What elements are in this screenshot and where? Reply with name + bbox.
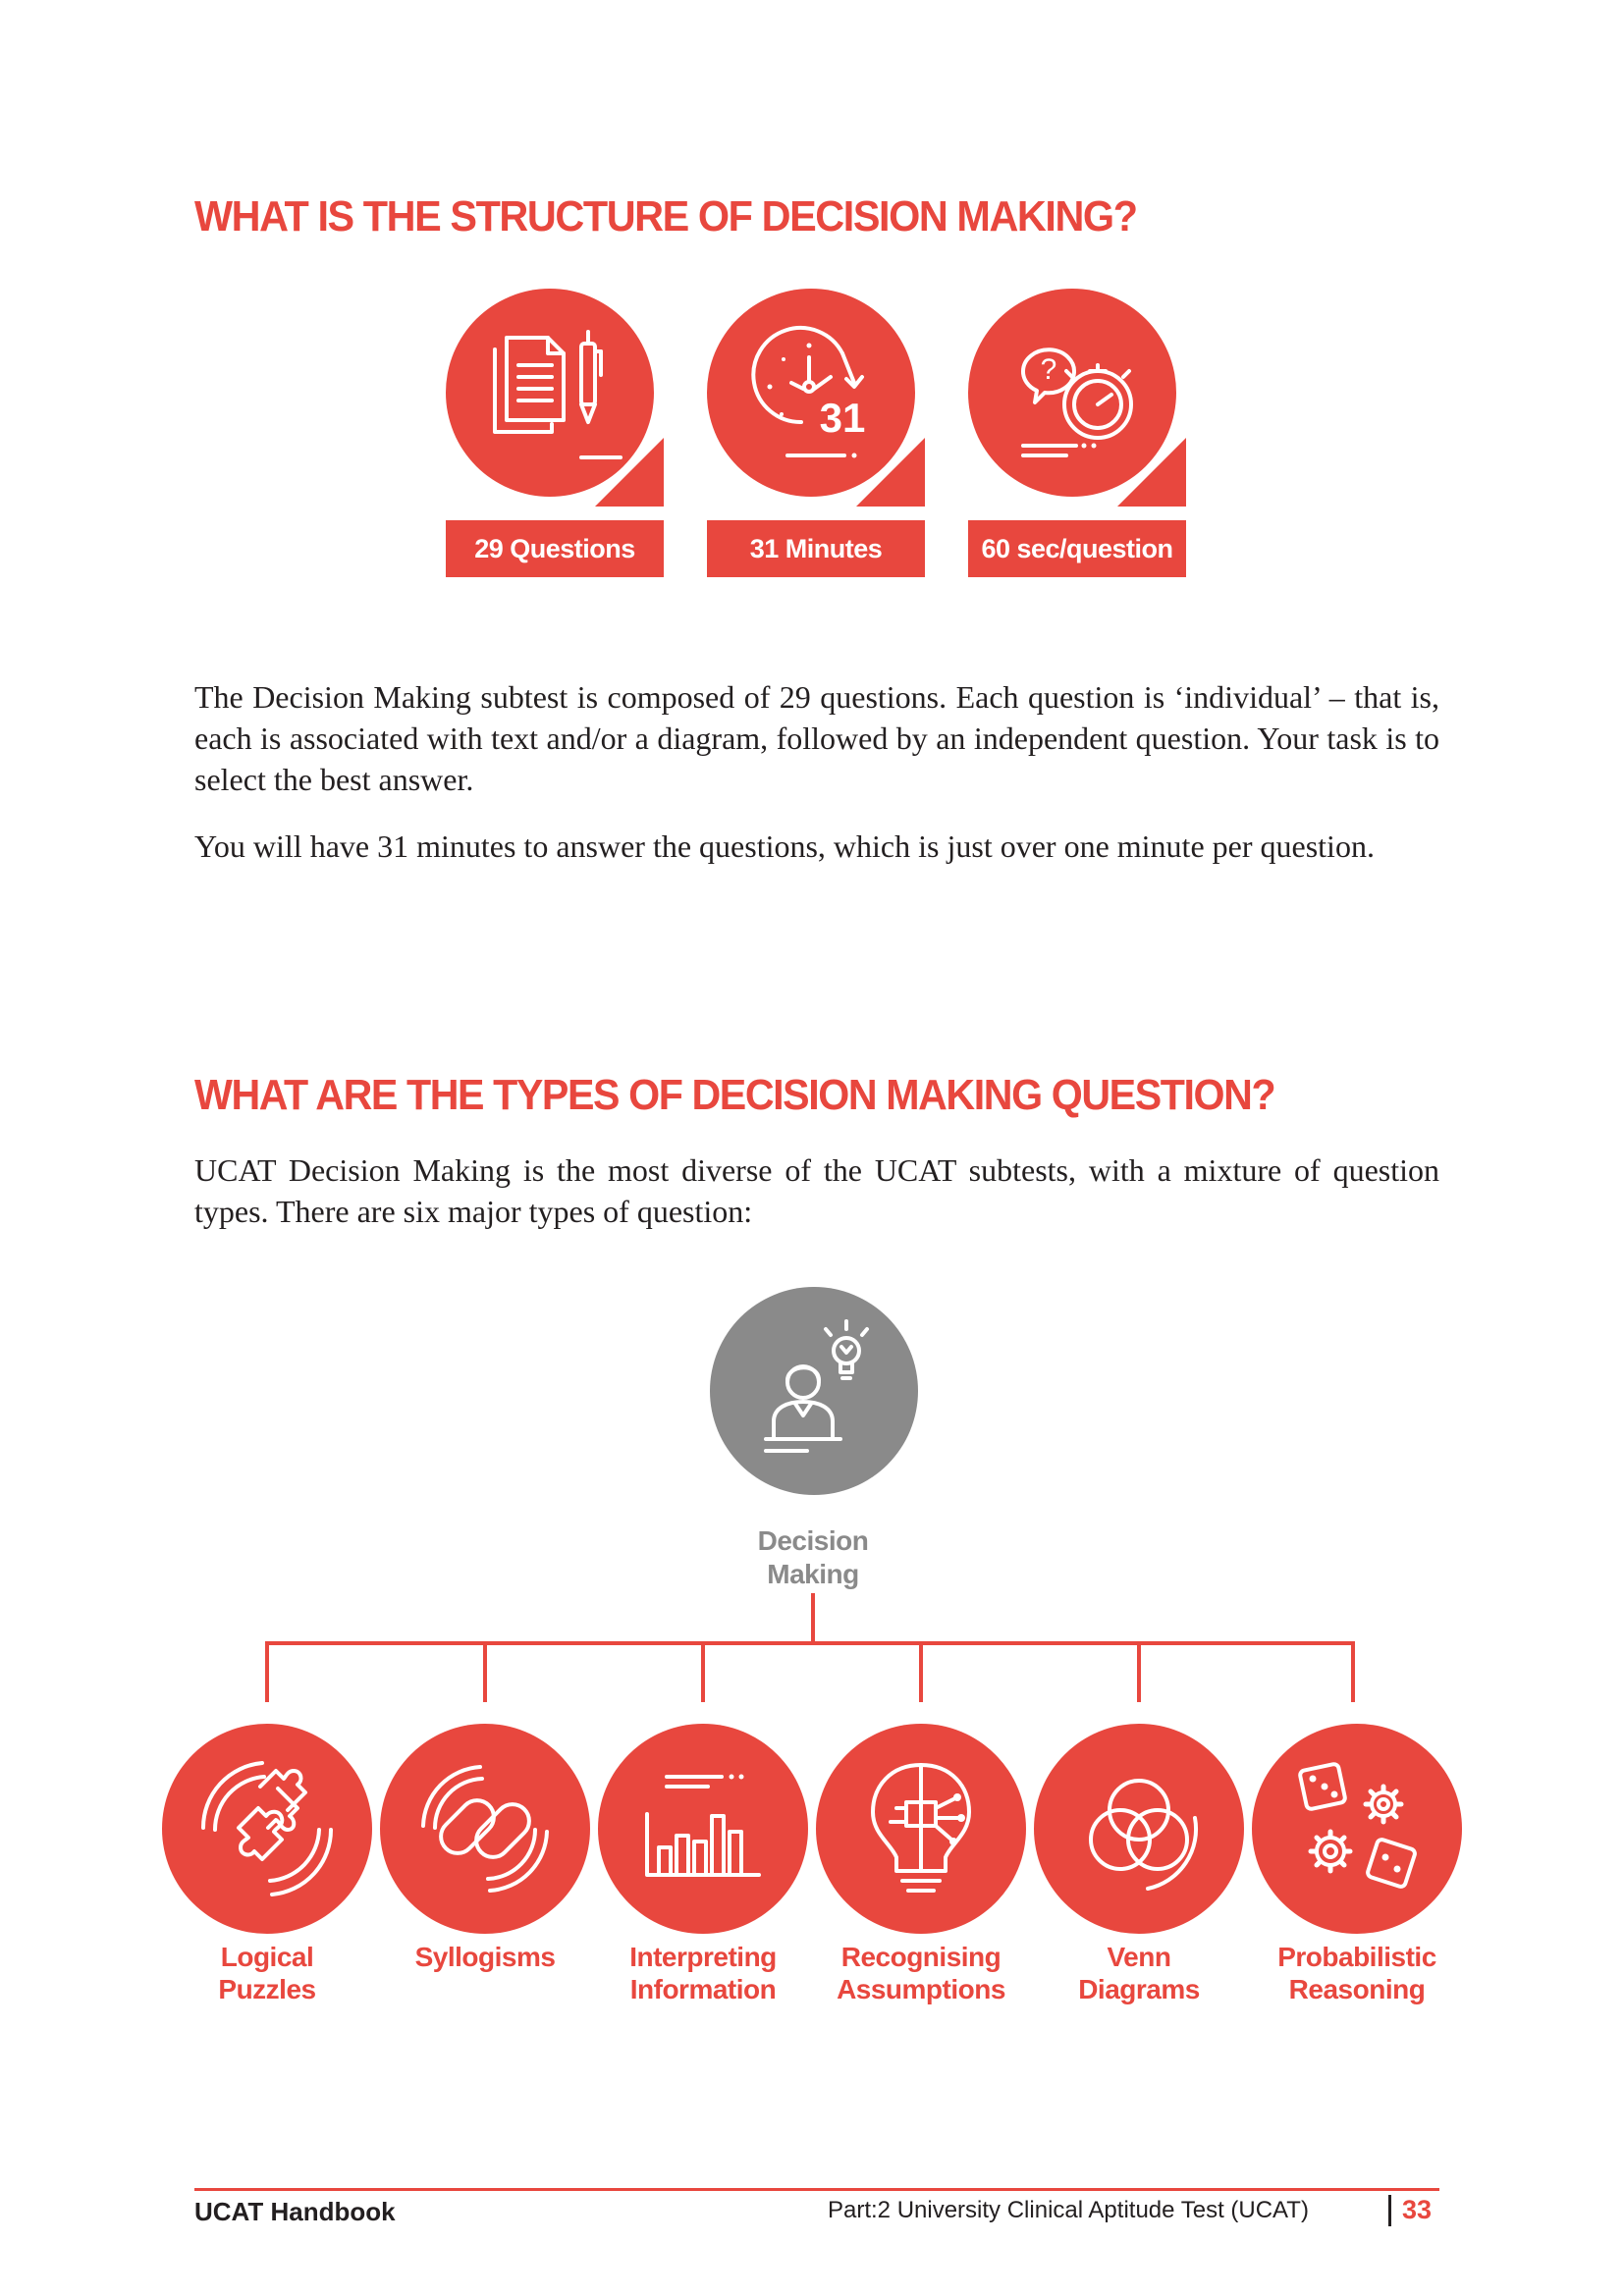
puzzle-icon: [158, 1720, 376, 1938]
center-node-label: Decision Making: [757, 1525, 869, 1589]
page-number: 33: [1402, 2195, 1433, 2224]
type-logical-puzzles: [158, 1720, 376, 2004]
question-mark: ?: [1040, 353, 1057, 386]
type-label: Venn Diagrams: [1078, 1942, 1200, 2004]
clock-number: 31: [819, 395, 866, 441]
stat-label: 29 Questions: [446, 520, 664, 577]
type-probabilistic-reasoning: [1248, 1720, 1466, 2004]
dice-gears-icon: [1248, 1720, 1466, 1938]
venn-diagram-icon: [1030, 1720, 1248, 1938]
body-paragraph: The Decision Making subtest is composed of 29 questions. Each question is ‘individual’ – that is, each is associated with text and/or a diagram, followed by an independent question. Your task is to select the best answer.: [194, 679, 1439, 797]
type-label: Logical Puzzles: [218, 1942, 316, 2004]
type-interpreting-information: [594, 1720, 812, 2004]
body-paragraph: You will have 31 minutes to answer the questions, which is just over one minute per question.: [194, 828, 1375, 864]
body-paragraph: UCAT Decision Making is the most diverse of the UCAT subtests, with a mixture of question types. There are six major types of question:: [194, 1152, 1439, 1229]
stat-label: 31 Minutes: [707, 520, 925, 577]
footer-section: Part:2 University Clinical Aptitude Test (UCAT): [828, 2197, 1309, 2223]
type-recognising-assumptions: [812, 1720, 1030, 2004]
section-heading-structure: WHAT IS THE STRUCTURE OF DECISION MAKING?: [194, 192, 1137, 240]
type-label: Interpreting Information: [629, 1942, 777, 2004]
chain-link-icon: [376, 1720, 594, 1938]
footer-title: UCAT Handbook: [194, 2197, 396, 2226]
lightbulb-circuit-icon: [812, 1720, 1030, 1938]
type-label: Recognising Assumptions: [837, 1942, 1005, 2004]
stat-label: 60 sec/question: [968, 520, 1186, 577]
type-label: Syllogisms: [414, 1942, 556, 1972]
bar-chart-icon: [594, 1720, 812, 1938]
type-venn-diagrams: [1030, 1720, 1248, 2004]
footer-rule: [194, 2188, 1439, 2191]
type-label: Probabilistic Reasoning: [1277, 1942, 1436, 2004]
section-heading-types: WHAT ARE THE TYPES OF DECISION MAKING QUESTION?: [194, 1071, 1275, 1119]
footer-separator: [1388, 2195, 1391, 2226]
type-syllogisms: [376, 1720, 594, 1972]
